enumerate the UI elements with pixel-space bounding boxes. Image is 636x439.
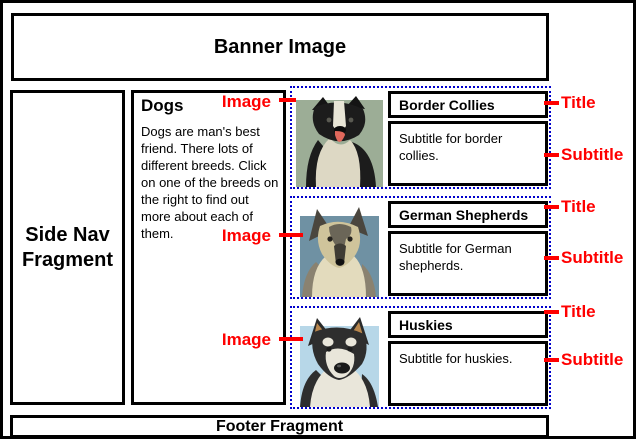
callout-image-3: Image [221, 330, 271, 349]
breed-card-huskies[interactable] [290, 306, 551, 409]
card-subtitle-box [388, 231, 548, 296]
callout-line-subtitle-3 [544, 358, 559, 362]
banner-fragment [11, 13, 549, 81]
callout-title-1: Title [561, 93, 596, 112]
callout-subtitle-2: Subtitle [561, 248, 624, 267]
callout-line-title-2 [544, 205, 559, 209]
card-subtitle: Subtitle for huskies. [399, 351, 513, 366]
card-title: Border Collies [399, 96, 495, 113]
husky-image [296, 316, 383, 407]
callout-line-image-3 [279, 337, 303, 341]
callout-subtitle-3: Subtitle [561, 350, 624, 369]
callout-image-2: Image [221, 226, 271, 245]
card-subtitle-box [388, 341, 548, 406]
callout-title-2: Title [561, 197, 596, 216]
breed-card-border-collies[interactable] [290, 86, 551, 189]
german-shepherd-image [296, 206, 383, 297]
side-nav-label: Side Nav Fragment [21, 223, 114, 271]
callout-line-subtitle-1 [544, 153, 559, 157]
content-fragment [131, 90, 286, 405]
callout-line-title-3 [544, 310, 559, 314]
callout-line-image-1 [279, 98, 296, 102]
callout-image-1: Image [221, 92, 271, 111]
callout-line-image-2 [279, 233, 303, 237]
callout-line-subtitle-2 [544, 256, 559, 260]
footer-fragment [10, 415, 549, 438]
card-title: Huskies [399, 316, 453, 333]
card-subtitle: Subtitle for border collies. [399, 131, 503, 163]
card-title: German Shepherds [399, 206, 529, 223]
callout-line-title-1 [544, 101, 559, 105]
side-nav-fragment [10, 90, 125, 405]
content-paragraph: Dogs are man's best friend. There lots of different breeds. Click on one of the breeds on the right to find out more about each of them. [141, 124, 279, 241]
breed-card-german-shepherds[interactable] [290, 196, 551, 299]
banner-label: Banner Image [213, 35, 347, 58]
card-subtitle-box [388, 121, 548, 186]
card-title-box [388, 91, 548, 118]
footer-label: Footer Fragment [215, 417, 344, 435]
card-subtitle: Subtitle for German shepherds. [399, 241, 512, 273]
card-title-box [388, 311, 548, 338]
callout-subtitle-1: Subtitle [561, 145, 624, 164]
callout-title-3: Title [561, 302, 596, 321]
content-heading: Dogs [141, 96, 184, 115]
border-collie-image [296, 96, 383, 187]
card-title-box [388, 201, 548, 228]
